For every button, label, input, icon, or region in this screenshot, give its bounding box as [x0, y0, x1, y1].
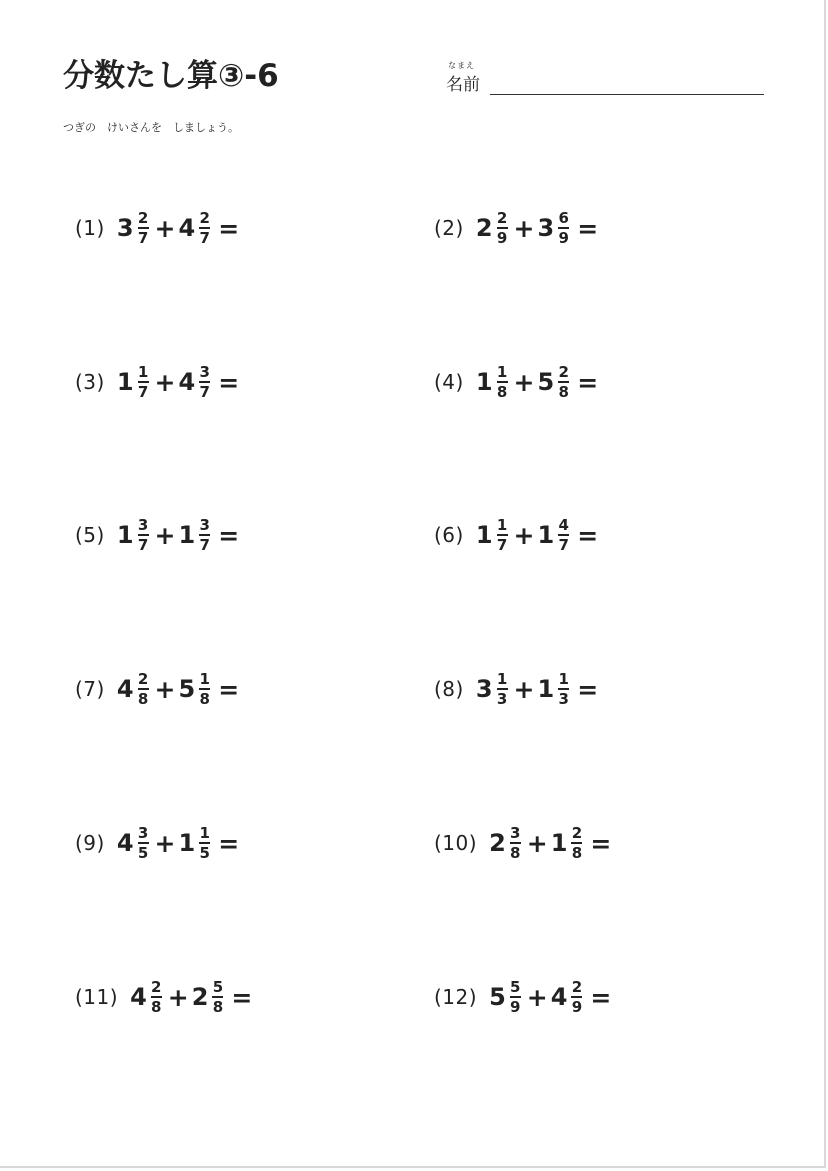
first-numerator: 3 — [510, 823, 521, 842]
second-numerator: 2 — [571, 823, 583, 842]
plus-sign: + — [513, 520, 535, 550]
first-denominator: 9 — [510, 997, 521, 1016]
problem-number: (7) — [75, 677, 105, 701]
first-fraction — [496, 208, 508, 247]
first-numerator: 3 — [137, 515, 149, 534]
first-whole-number: 5 — [489, 983, 506, 1011]
second-whole-number: 1 — [178, 829, 196, 857]
first-fraction — [496, 515, 508, 554]
second-numerator: 6 — [558, 208, 569, 227]
first-whole-number: 1 — [116, 368, 134, 396]
plus-sign: + — [513, 674, 535, 704]
problem-10 — [434, 823, 611, 863]
first-fraction — [137, 515, 149, 554]
equals-sign: = — [577, 520, 599, 550]
second-numerator: 1 — [199, 669, 210, 688]
first-fraction — [510, 977, 521, 1016]
second-fraction — [199, 208, 210, 247]
instruction-text: つぎの けいさんを しましょう。 — [63, 121, 239, 134]
first-fraction — [151, 977, 162, 1016]
second-denominator: 8 — [199, 689, 210, 708]
second-whole-number: 1 — [550, 829, 568, 857]
plus-sign: + — [154, 828, 176, 858]
problem-number: (5) — [75, 523, 105, 547]
first-numerator: 2 — [496, 208, 508, 227]
first-whole-number: 2 — [475, 214, 493, 242]
second-fraction — [571, 977, 583, 1016]
second-numerator: 1 — [199, 823, 210, 842]
first-fraction — [137, 208, 149, 247]
equals-sign: = — [590, 982, 612, 1012]
second-fraction — [199, 515, 210, 554]
first-denominator: 5 — [137, 843, 149, 862]
problem-1 — [75, 208, 239, 248]
equals-sign: = — [218, 828, 240, 858]
second-numerator: 2 — [558, 362, 569, 381]
problem-11 — [75, 977, 252, 1017]
second-denominator: 9 — [558, 228, 569, 247]
second-whole-number: 5 — [178, 675, 196, 703]
second-denominator: 5 — [199, 843, 210, 862]
second-fraction — [558, 669, 569, 708]
first-denominator: 8 — [151, 997, 162, 1016]
problem-number: (3) — [75, 370, 105, 394]
first-denominator: 7 — [137, 228, 149, 247]
problem-number: (12) — [434, 985, 478, 1009]
equals-sign: = — [577, 367, 599, 397]
problem-3 — [75, 362, 239, 402]
second-whole-number: 4 — [178, 368, 196, 396]
first-denominator: 8 — [496, 382, 508, 401]
problem-number: (8) — [434, 677, 464, 701]
first-numerator: 3 — [137, 823, 149, 842]
problem-number: (4) — [434, 370, 464, 394]
problem-number: (6) — [434, 523, 464, 547]
first-numerator: 5 — [510, 977, 521, 996]
plus-sign: + — [154, 213, 176, 243]
first-whole-number: 3 — [116, 214, 134, 242]
second-whole-number: 2 — [191, 983, 209, 1011]
problem-5 — [75, 515, 239, 555]
second-fraction — [558, 515, 569, 554]
first-whole-number: 4 — [116, 675, 134, 703]
first-fraction — [137, 823, 149, 862]
equals-sign: = — [218, 213, 240, 243]
second-numerator: 3 — [199, 515, 210, 534]
second-numerator: 3 — [199, 362, 210, 381]
second-numerator: 2 — [199, 208, 210, 227]
problem-12 — [434, 977, 611, 1017]
problem-8 — [434, 669, 598, 709]
second-denominator: 8 — [212, 997, 224, 1016]
problem-6 — [434, 515, 598, 555]
second-denominator: 3 — [558, 689, 569, 708]
first-denominator: 7 — [496, 535, 508, 554]
first-denominator: 7 — [137, 382, 149, 401]
second-numerator: 1 — [558, 669, 569, 688]
second-whole-number: 4 — [550, 983, 568, 1011]
second-denominator: 7 — [199, 382, 210, 401]
plus-sign: + — [526, 982, 548, 1012]
plus-sign: + — [154, 367, 176, 397]
page-title: 分数たし算③-6 — [63, 58, 279, 94]
plus-sign: + — [167, 982, 189, 1012]
name-ruby: なまえ — [448, 61, 475, 70]
second-denominator: 9 — [571, 997, 583, 1016]
problem-number: (11) — [75, 985, 119, 1009]
first-denominator: 7 — [137, 535, 149, 554]
second-whole-number: 1 — [537, 675, 555, 703]
first-fraction — [137, 362, 149, 401]
first-fraction — [496, 669, 508, 708]
second-numerator: 2 — [571, 977, 583, 996]
second-fraction — [571, 823, 583, 862]
problem-number: (1) — [75, 216, 105, 240]
equals-sign: = — [218, 674, 240, 704]
first-numerator: 2 — [137, 208, 149, 227]
first-fraction — [496, 362, 508, 401]
first-numerator: 2 — [137, 669, 149, 688]
name-field — [446, 60, 766, 100]
problem-2 — [434, 208, 598, 248]
first-whole-number: 1 — [475, 368, 493, 396]
first-numerator: 1 — [496, 515, 508, 534]
second-denominator: 8 — [558, 382, 569, 401]
second-numerator: 4 — [558, 515, 569, 534]
problem-7 — [75, 669, 239, 709]
second-fraction — [199, 669, 210, 708]
second-fraction — [199, 362, 210, 401]
second-fraction — [212, 977, 224, 1016]
name-line[interactable] — [490, 94, 764, 95]
plus-sign: + — [154, 674, 176, 704]
plus-sign: + — [513, 213, 535, 243]
first-whole-number: 1 — [116, 521, 134, 549]
second-fraction — [199, 823, 210, 862]
first-numerator: 1 — [496, 669, 508, 688]
plus-sign: + — [154, 520, 176, 550]
first-whole-number: 1 — [475, 521, 493, 549]
second-denominator: 7 — [199, 535, 210, 554]
plus-sign: + — [513, 367, 535, 397]
equals-sign: = — [231, 982, 253, 1012]
first-whole-number: 3 — [475, 675, 493, 703]
equals-sign: = — [590, 828, 612, 858]
problem-number: (9) — [75, 831, 105, 855]
second-whole-number: 1 — [178, 521, 196, 549]
second-whole-number: 1 — [537, 521, 555, 549]
second-whole-number: 5 — [537, 368, 555, 396]
problem-4 — [434, 362, 598, 402]
problem-number: (2) — [434, 216, 464, 240]
equals-sign: = — [577, 674, 599, 704]
second-fraction — [558, 362, 569, 401]
equals-sign: = — [218, 520, 240, 550]
equals-sign: = — [577, 213, 599, 243]
second-denominator: 7 — [199, 228, 210, 247]
first-numerator: 2 — [151, 977, 162, 996]
first-numerator: 1 — [496, 362, 508, 381]
first-whole-number: 4 — [130, 983, 147, 1011]
second-denominator: 7 — [558, 535, 569, 554]
second-numerator: 5 — [212, 977, 224, 996]
second-fraction — [558, 208, 569, 247]
first-fraction — [510, 823, 521, 862]
first-denominator: 8 — [510, 843, 521, 862]
name-label: 名前 — [446, 75, 480, 95]
first-numerator: 1 — [137, 362, 149, 381]
first-whole-number: 2 — [489, 829, 506, 857]
first-denominator: 8 — [137, 689, 149, 708]
second-whole-number: 3 — [537, 214, 555, 242]
first-whole-number: 4 — [116, 829, 134, 857]
problem-number: (10) — [434, 831, 478, 855]
first-denominator: 3 — [496, 689, 508, 708]
second-denominator: 8 — [571, 843, 583, 862]
equals-sign: = — [218, 367, 240, 397]
first-fraction — [137, 669, 149, 708]
second-whole-number: 4 — [178, 214, 196, 242]
problem-9 — [75, 823, 239, 863]
plus-sign: + — [526, 828, 548, 858]
first-denominator: 9 — [496, 228, 508, 247]
